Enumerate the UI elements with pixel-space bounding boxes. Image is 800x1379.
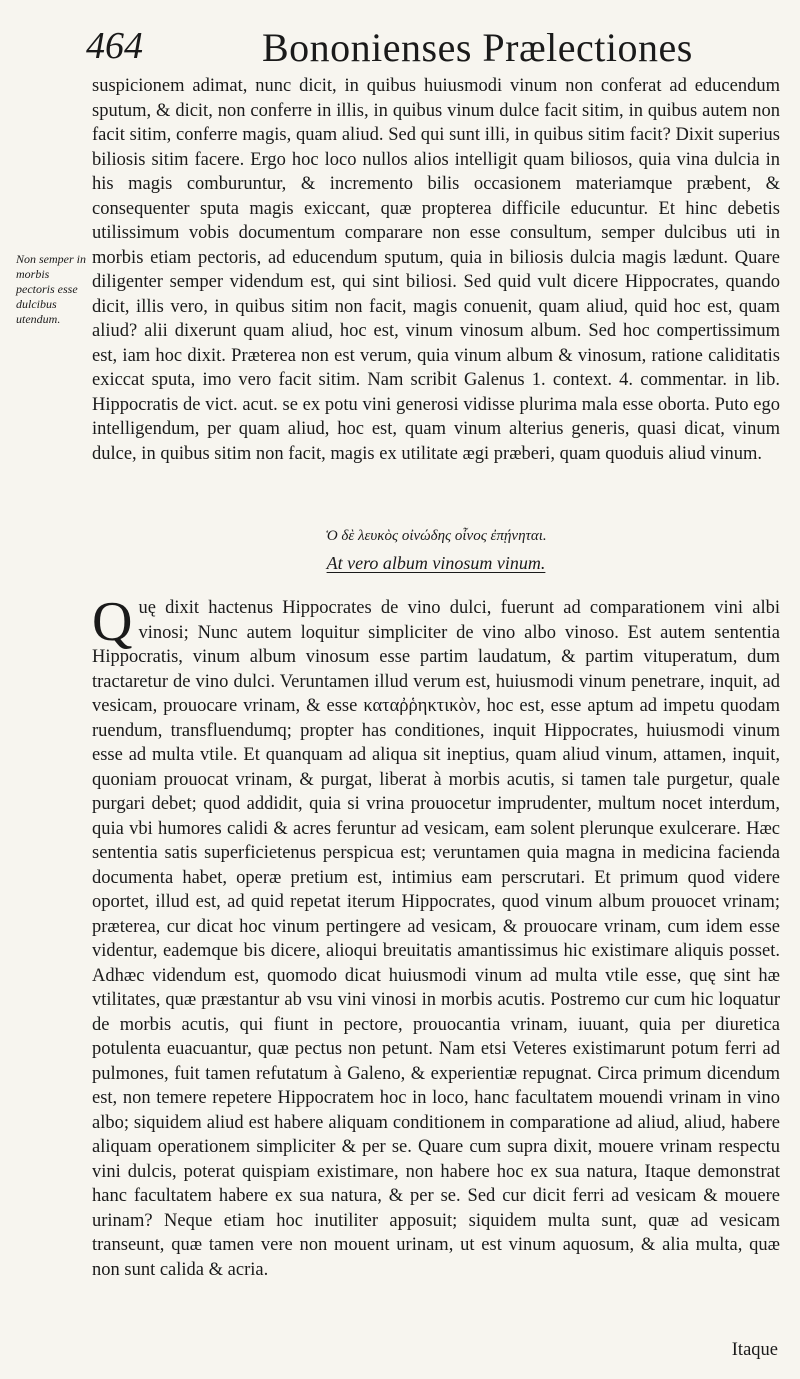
lemma bbox=[92, 526, 780, 574]
greek-lemma: Ὁ δὲ λευκὸς οἰνώδης οἶνος ἐπῄνηται. bbox=[325, 528, 547, 544]
latin-lemma: At vero album vinosum vinum. bbox=[326, 553, 546, 573]
commentary-paragraph-1: suspicionem adimat, nunc dicit, in quibus huiusmodi vinum non conferat ad educendum sputum, & dicit, non conferre in illis, in quibus vinum dulce facit sitim, in quibus autem non facit sitim, conferre magis, quam aliud. Sed qui sunt illi, in quibus sitim facit? Dixit superius biliosis sitim facere. Ergo hoc loco nullos alios intelligit quam biliosos, quia vina dulcia in his magis comburuntur, & incremento bilis occasionem materiamque præbent, & consequenter sputa magis exiccant, quæ propterea difficile educuntur. Et hinc debetis utilissimum vobis documentum comparare non esse consultum, semper dulcibus uti in morbis etiam pectoris, ad educendum sputum, quia in biliosis dulcia magis lædunt. Quare diligenter semper videndum est, qui sint biliosi. Sed quid vult dicere Hippocrates, quando dicit, illis vero, in quibus sitim non facit, magis conuenit, quam aliud, quid hoc est, quam aliud? alii dixerunt quam aliud, hoc est, vinum vinosum album. Sed hoc compertissimum est, iam hoc dixit. Præterea non est verum, quia vinum album & vinosum, ratione caliditatis exiccat sputa, imo vero facit sitim. Nam scribit Galenus 1. context. 4. commentar. in lib. Hippocratis de vict. acut. se ex potu vini generosi vidisse plurima mala esse oborta. Puto ego intelligendum, per quam aliud, hoc est, quam vinum alterius generis, quasi dicat, vinum dulce, in quibus sitim non facit, magis ex utilitate ægi præberi, quam quoduis aliud vinum. bbox=[92, 76, 780, 464]
page-number: 464 bbox=[86, 25, 143, 67]
running-title: Bononienses Prælectiones bbox=[262, 25, 693, 70]
commentary-paragraph-2 bbox=[92, 591, 780, 1282]
drop-cap: Q bbox=[92, 591, 133, 653]
paragraph-2-text: uę dixit hactenus Hippocrates de vino dulci, fuerunt ad comparationem vini albi vinosi; Nunc autem loquitur simpliciter de vino albo vinoso. Est autem sententia Hippocratis, vinum album vinosum esse partim laudatum, & partim vituperatum, dum tractaretur de vino dulci. Veruntamen illud verum est, huiusmodi vinum penetrare, inquit, ad vesicam, prouocare vrinam, & esse καταῤῥηκτικὸν, hoc est, esse aptum ad impetu quodam ruendum, transfluendumq; propter has conditiones, inquit Hippocrates, huiusmodi vinum esse ad multa vtile. Et quanquam ad aliqua sit ineptius, quam aliud vinum, attamen, inquit, quoniam prouocat vrinam, & purgat, liberat à morbis acutis, si tamen tale purgetur, quale purgari debet; quod addidit, quia si vrina prouocetur imprudenter, multum nocet interdum, quia vbi humores calidi & acres feruntur ad vesicam, eam solent plerunque exulcerare. Hæc sententia satis superficietenus perspicua est; veruntamen quia magna in medicina facienda documenta habet, operæ pretium est, intimius eam perscrutari. Et primum quod videre oportet, illud est, ad quid repetat iterum Hippocrates, quod vinum album prouocet vrinam; præterea, cur dicat hoc vinum pertingere ad vesicam, & prouocare vrinam, cum idem esse videntur, eademque bis dicere, alioqui breuitatis amantissimus hic existimare aliquis posset. Adhæc videndum est, quomodo dicat huiusmodi vinum ad multa vtile esse, quę sint hæ vtilitates, quæ præstantur ab vsu vini vinosi in morbis acutis. Postremo cur cum hic loquatur de morbis acutis, qui fiunt in pectore, prouocantia vrinam, iuuant, quia per diuretica potulenta euacuantur, quæ pectus non petunt. Nam etsi Veteres existimarunt potum ferri ad pulmones, fuit tamen refutatum à Galeno, & experientiæ repugnat. Circa primum dicendum est, non temere repetere Hippocratem hoc in loco, hanc facultatem mouendi vrinam in vino albo; siquidem aliud est habere aliquam conditionem in comparatione ad aliud, aliud, habere aliquam operationem simpliciter & per se. Quare cum supra dixit, mouere vrinam respectu vini dulcis, poterat quispiam existimare, non habere hoc ex sua natura, Itaque demonstrat hanc facultatem habere ex sua natura, & per se. Sed cur dicit ferri ad vesicam & mouere urinam? Neque etiam hoc inutiliter apposuit; siquidem multa sunt, quæ ad vesicam transeunt, quæ tamen vere non mouent urinam, ut est vinum aquosum, & alia multa, quæ non sunt calida & acria. bbox=[92, 598, 780, 1280]
catchword: Itaque bbox=[731, 1340, 778, 1360]
page-header bbox=[86, 18, 786, 68]
margin-note: Non semper in morbis pectoris esse dulcibus utendum. bbox=[16, 252, 86, 326]
